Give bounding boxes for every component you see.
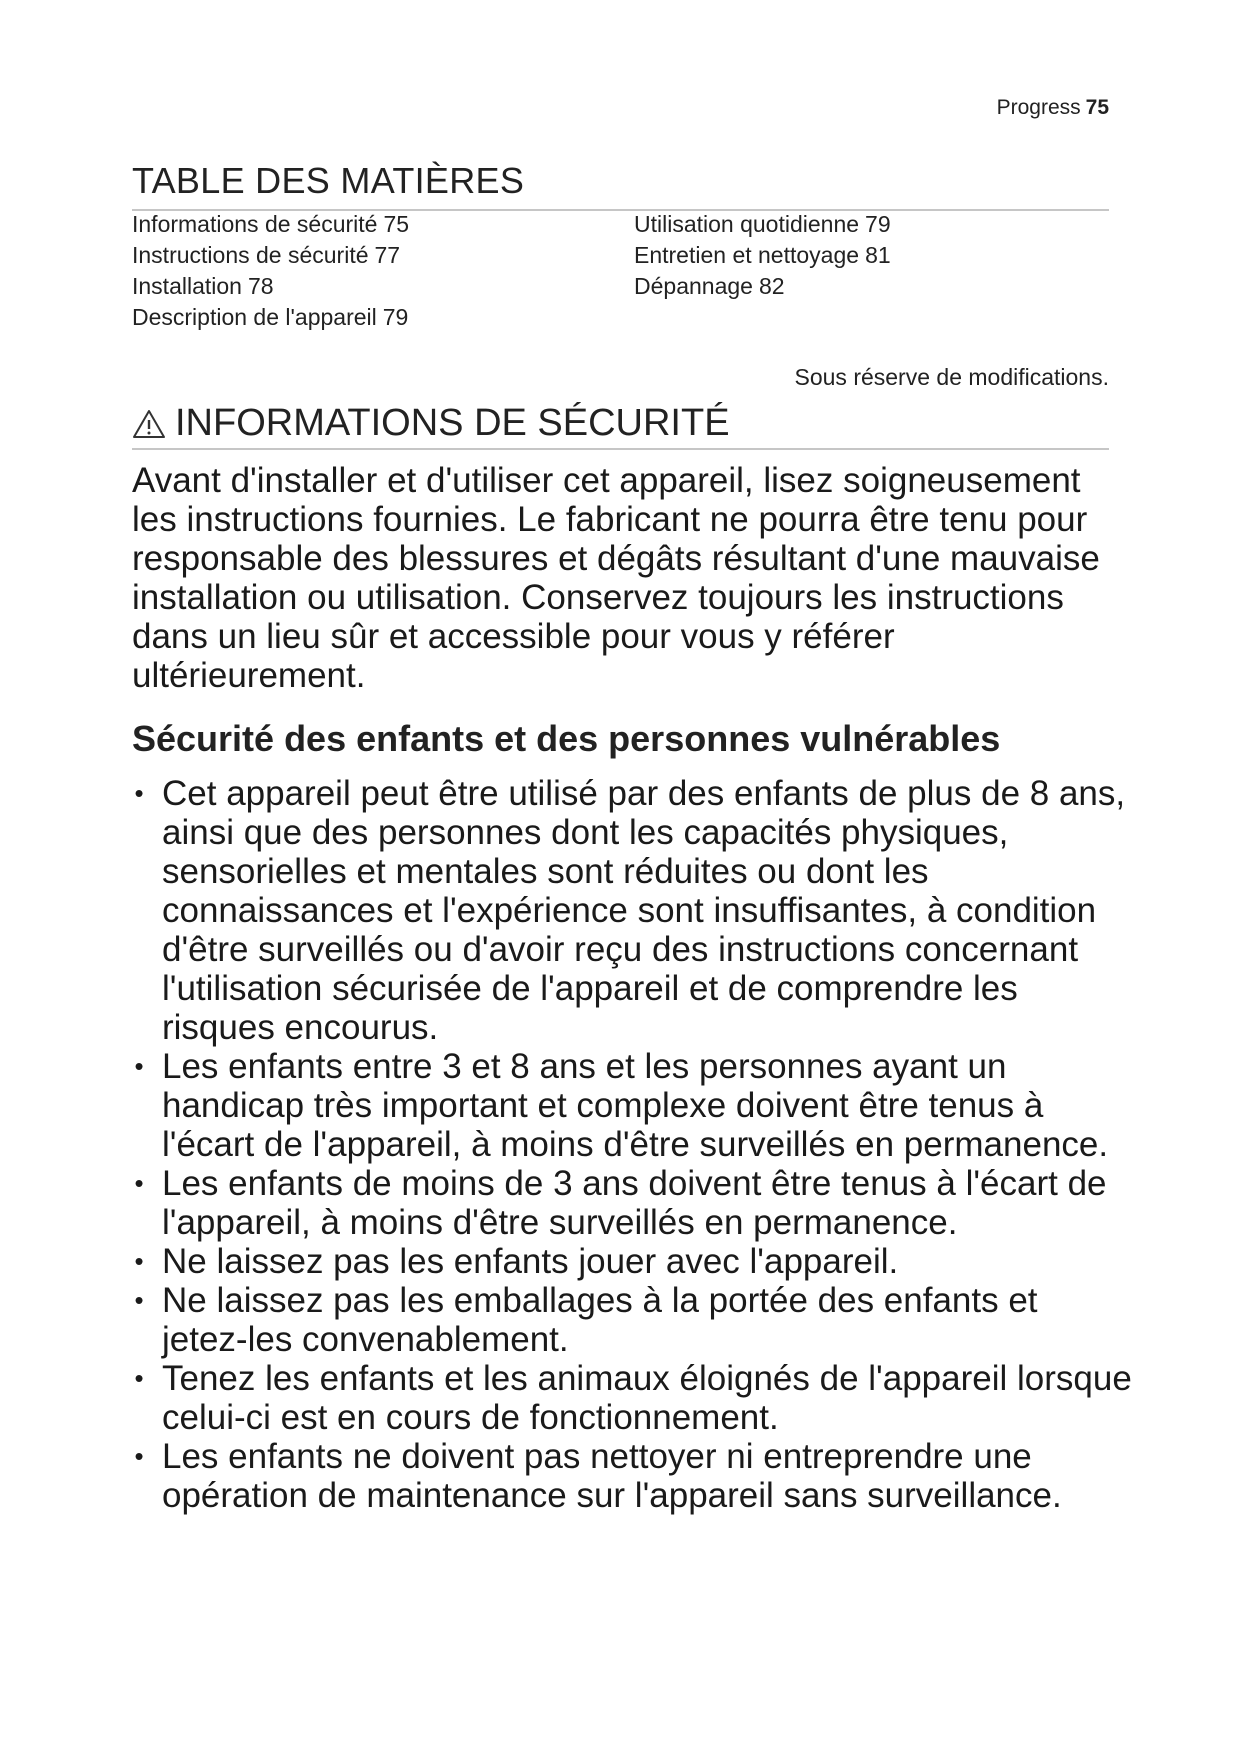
toc-item[interactable]: Installation 78	[132, 273, 274, 299]
toc-item[interactable]: Informations de sécurité 75	[132, 211, 410, 237]
list-item: • Ne laissez pas les emballages à la portée des enfants et jetez-les convenablement.	[132, 1281, 1132, 1359]
toc-item[interactable]: Dépannage 82	[634, 273, 785, 299]
list-item: • Les enfants de moins de 3 ans doivent être tenus à l'écart de l'appareil, à moins d'être surveillés en permanence.	[132, 1164, 1132, 1242]
subheading: Sécurité des enfants et des personnes vulnérables	[132, 718, 1001, 759]
bullet-icon: •	[134, 1246, 144, 1276]
brand-name: Progress	[996, 96, 1081, 119]
list-item: • Les enfants entre 3 et 8 ans et les personnes ayant un handicap très important et complexe doivent être tenus à l'écart de l'appareil, à moins d'être surveillés en permanence.	[132, 1047, 1132, 1164]
bullet-icon: •	[134, 1363, 144, 1393]
toc-title: TABLE DES MATIÈRES	[132, 160, 525, 201]
warning-icon	[132, 409, 166, 439]
toc-item[interactable]: Utilisation quotidienne 79	[634, 211, 891, 237]
page-number: 75	[1085, 96, 1109, 119]
bullet-list	[132, 774, 1132, 1515]
bullet-icon: •	[134, 778, 144, 808]
bullet-icon: •	[134, 1285, 144, 1315]
section-title	[132, 402, 730, 445]
bullet-icon: •	[134, 1441, 144, 1471]
list-item: • Ne laissez pas les enfants jouer avec l'appareil.	[132, 1242, 1132, 1281]
toc-column-left	[132, 209, 409, 333]
list-item: • Les enfants ne doivent pas nettoyer ni entreprendre une opération de maintenance sur l'appareil sans surveillance.	[132, 1437, 1132, 1515]
intro-paragraph: Avant d'installer et d'utiliser cet appareil, lisez soigneusement les instructions fournies. Le fabricant ne pourra être tenu pour responsable des blessures et dégâts résultant d'une mauvaise installation ou utilisation. Conservez toujours les instructions dans un lieu sûr et accessible pour vous y référer ultérieurement.	[132, 461, 1100, 695]
toc-item[interactable]: Description de l'appareil 79	[132, 304, 409, 330]
list-item: • Tenez les enfants et les animaux éloignés de l'appareil lorsque celui-ci est en cours de fonctionnement.	[132, 1359, 1132, 1437]
toc-item[interactable]: Entretien et nettoyage 81	[634, 242, 891, 268]
toc-item[interactable]: Instructions de sécurité 77	[132, 242, 401, 268]
list-item: • Cet appareil peut être utilisé par des enfants de plus de 8 ans, ainsi que des personnes dont les capacités physiques, sensorielles et mentales sont réduites ou dont les connaissances et l'expérience sont insuffisantes, à condition d'être surveillés ou d'avoir reçu des instructions concernant l'utilisation sécurisée de l'appareil et de comprendre les risques encourus.	[132, 774, 1132, 1047]
bullet-icon: •	[134, 1051, 144, 1081]
bullet-icon: •	[134, 1168, 144, 1198]
section-title-text: INFORMATIONS DE SÉCURITÉ	[175, 402, 730, 444]
reserve-note: Sous réserve de modifications.	[794, 364, 1109, 390]
page-header	[997, 96, 1109, 120]
section-divider	[132, 448, 1109, 450]
toc-column-right	[634, 209, 891, 302]
